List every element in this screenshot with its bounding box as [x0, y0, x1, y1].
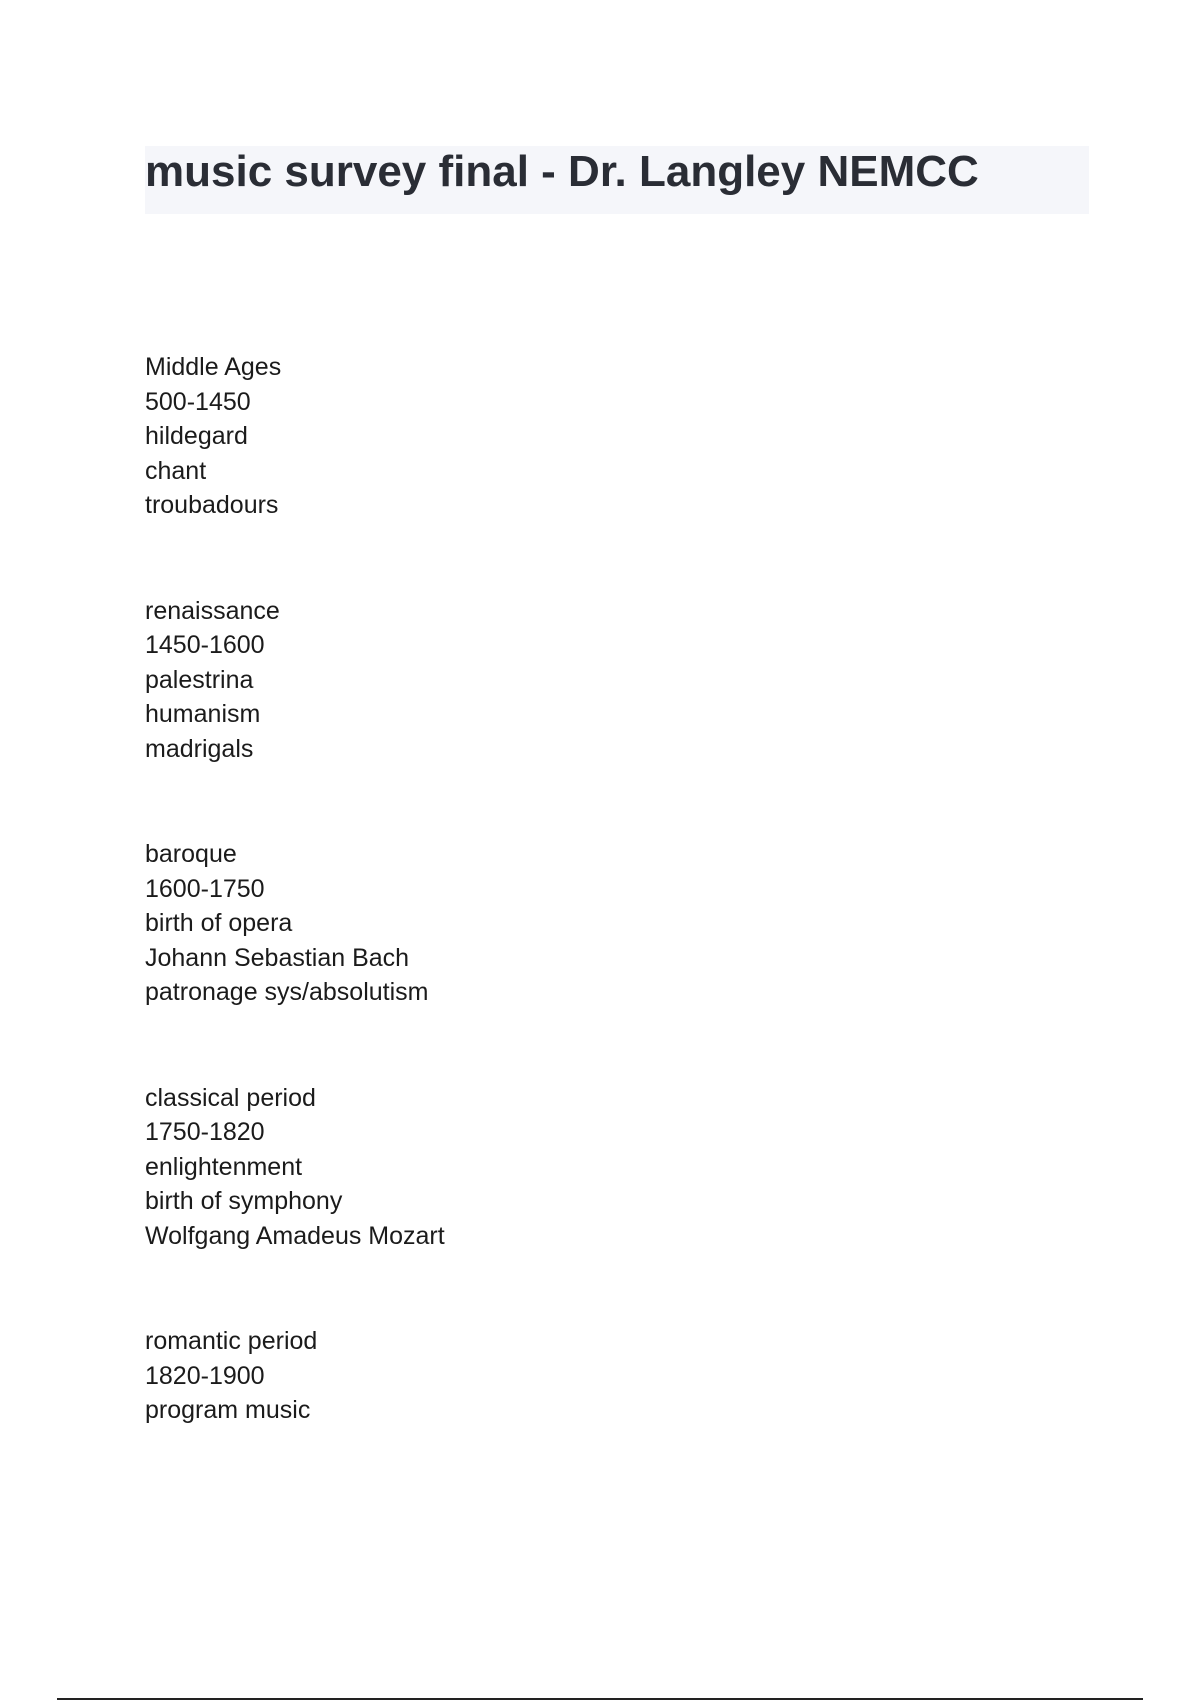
period-name: Middle Ages [145, 353, 282, 381]
period-item: troubadours [145, 491, 279, 519]
period-name: classical period [145, 1083, 316, 1112]
period-item: madrigals [145, 734, 254, 763]
period-item: palestrina [145, 665, 254, 694]
period-item: program music [145, 1396, 311, 1424]
period-item: humanism [145, 700, 261, 728]
period-item: chant [145, 456, 207, 485]
period-item: enlightenment [145, 1152, 303, 1181]
period-section-romantic [145, 1324, 1045, 1428]
period-dates: 1750-1820 [145, 1118, 265, 1146]
page-title: music survey final - Dr. Langley NEMCC [145, 147, 979, 196]
period-name: romantic period [145, 1327, 318, 1355]
period-dates: 1450-1600 [145, 631, 265, 659]
period-item: hildegard [145, 422, 248, 450]
period-section-baroque [145, 837, 1045, 1010]
period-item: patronage sys/absolutism [145, 978, 429, 1006]
period-name: renaissance [145, 596, 280, 625]
period-dates: 1820-1900 [145, 1361, 265, 1390]
period-item: birth of symphony [145, 1187, 343, 1215]
period-dates: 500-1450 [145, 387, 251, 416]
period-section-classical [145, 1081, 1045, 1254]
period-section-middle-ages [145, 350, 1045, 523]
period-item: birth of opera [145, 909, 293, 937]
period-item: Wolfgang Amadeus Mozart [145, 1221, 445, 1250]
period-section-renaissance [145, 594, 1045, 767]
period-dates: 1600-1750 [145, 874, 265, 903]
period-list [145, 350, 1045, 1499]
period-name: baroque [145, 840, 237, 868]
period-item: Johann Sebastian Bach [145, 943, 410, 972]
title-bar [145, 146, 1089, 214]
